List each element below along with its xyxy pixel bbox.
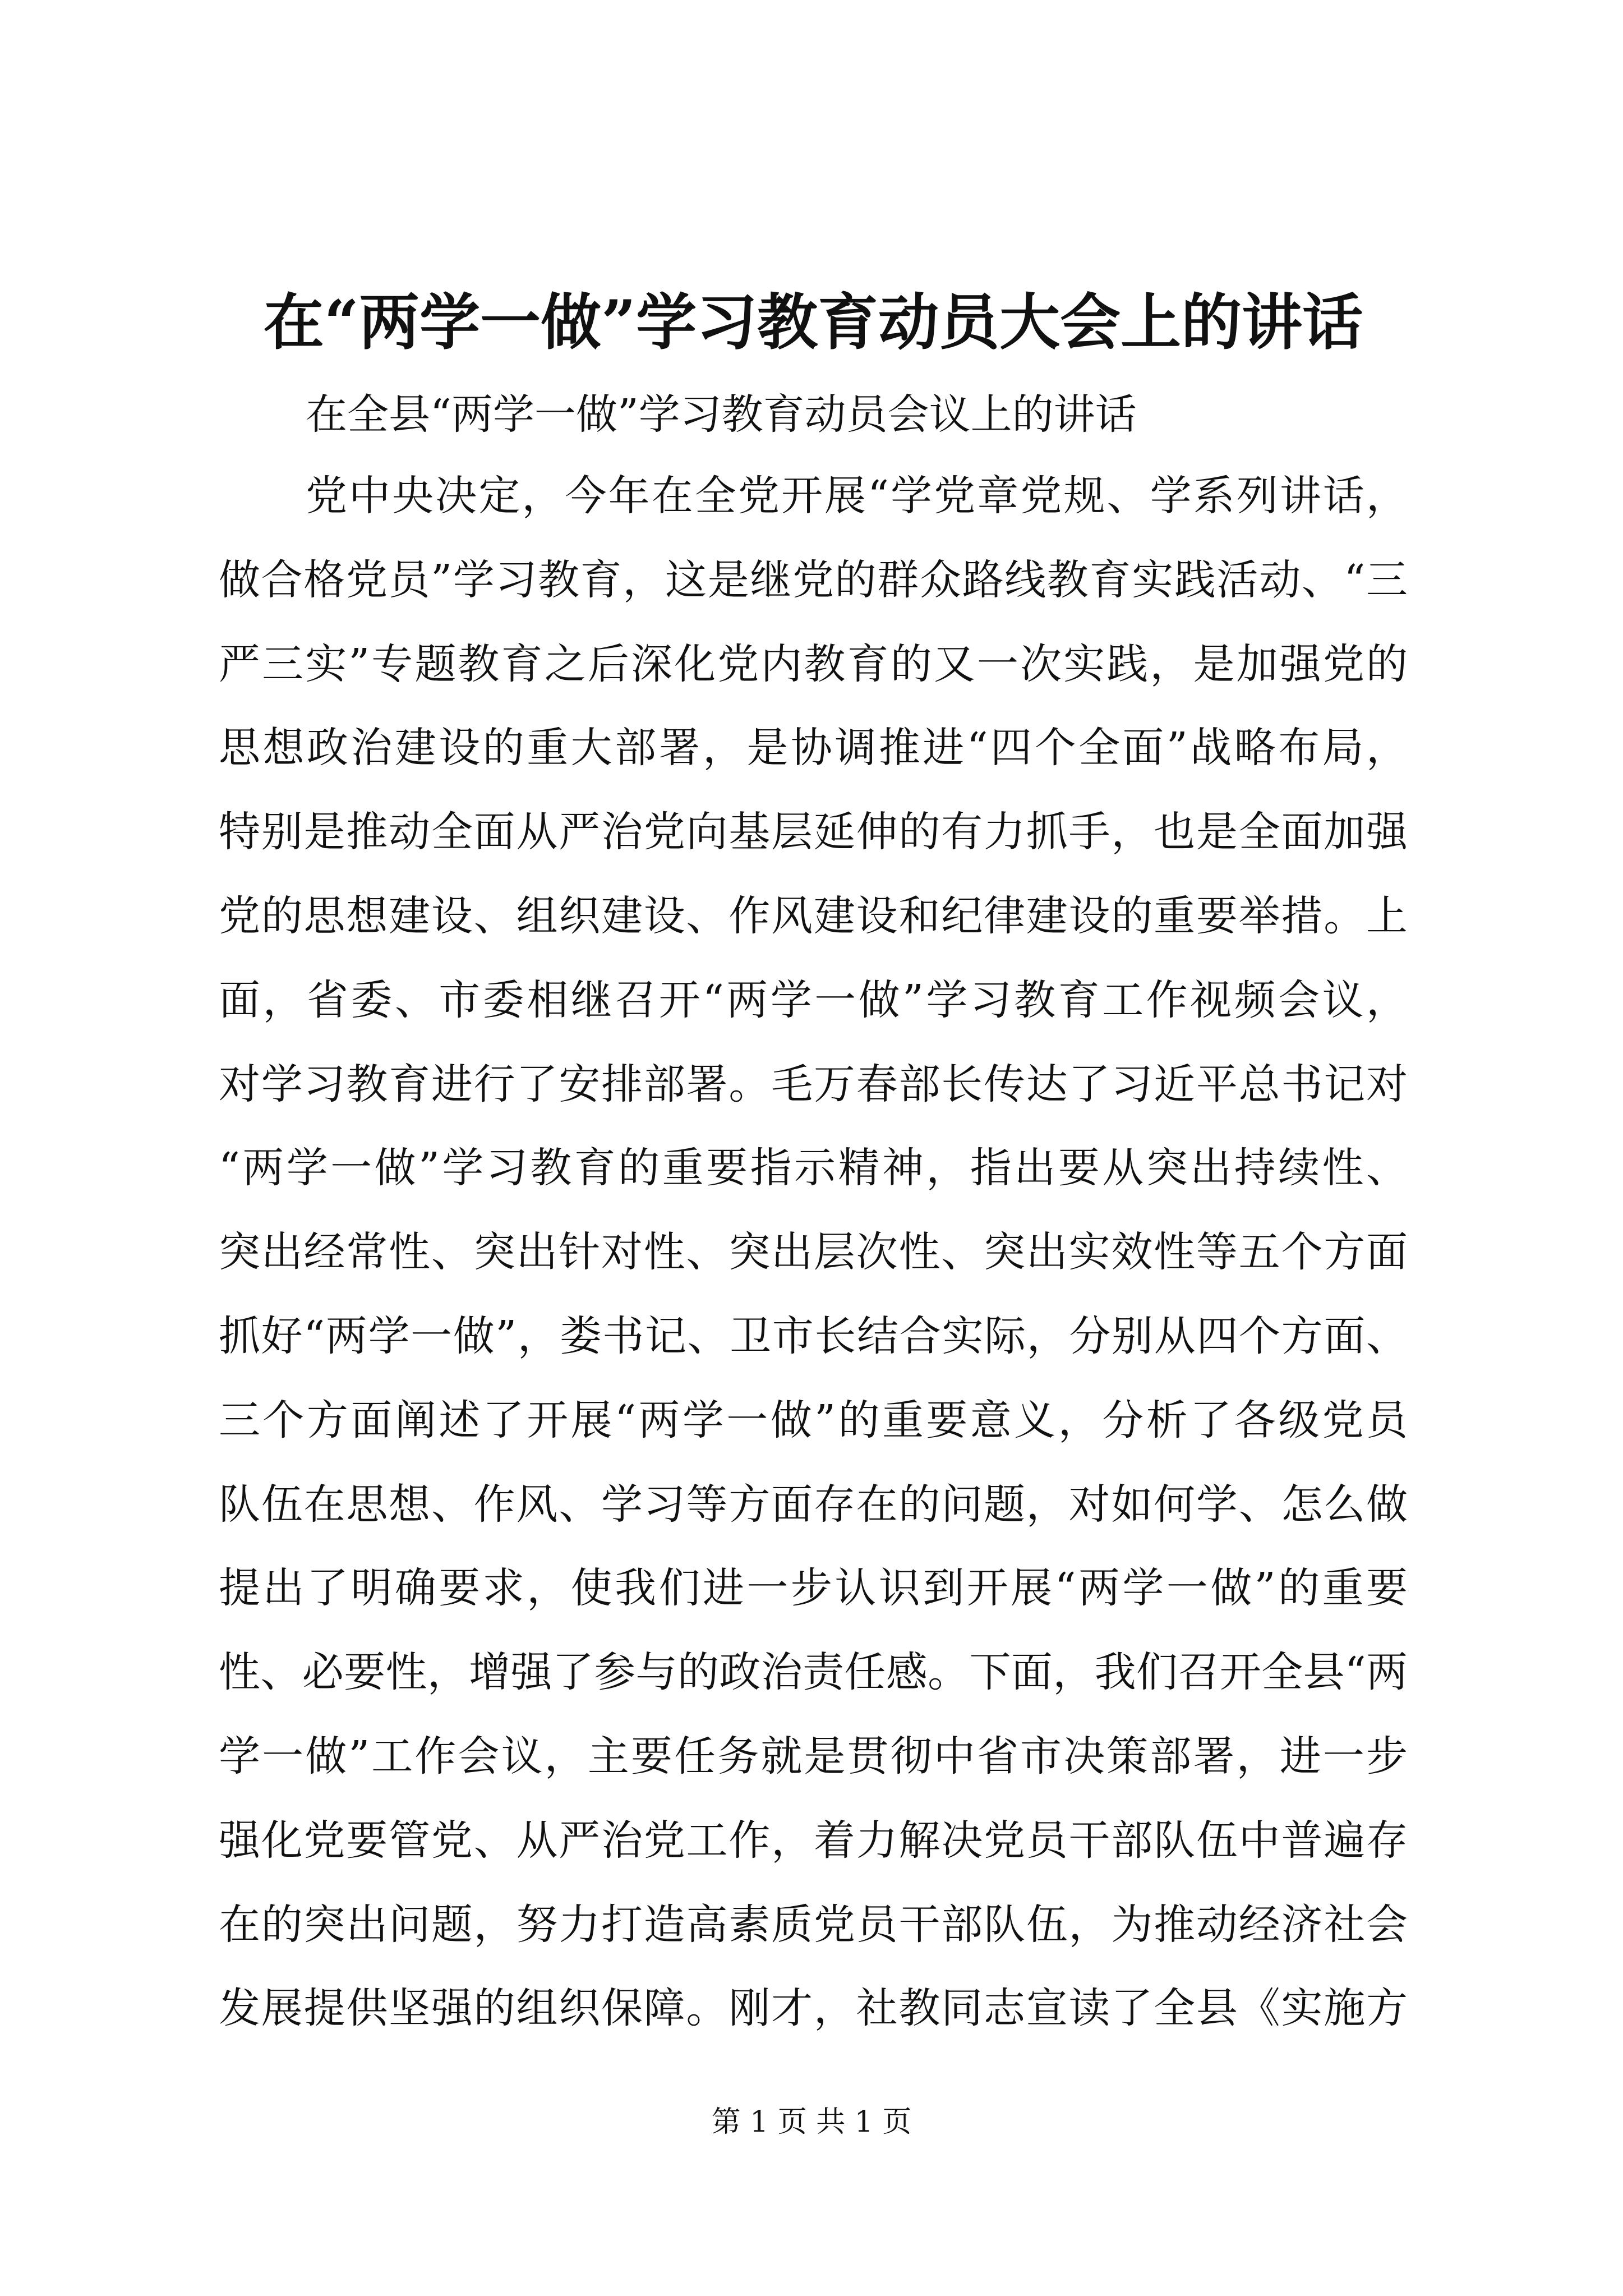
body-line: 三个方面阐述了开展“两学一做”的重要意义，分析了各级党员	[219, 1396, 1408, 1444]
body-line: 党中央决定，今年在全党开展“学党章党规、学系列讲话，	[306, 472, 1408, 520]
body-line: 提出了明确要求，使我们进一步认识到开展“两学一做”的重要	[219, 1564, 1408, 1613]
body-line: 强化党要管党、从严治党工作，着力解决党员干部队伍中普遍存	[219, 1816, 1408, 1865]
body-line: 做合格党员”学习教育，这是继党的群众路线教育实践活动、“三	[219, 555, 1408, 604]
body-line: 思想政治建设的重大部署，是协调推进“四个全面”战略布局，	[219, 724, 1408, 772]
body-line: 发展提供坚强的组织保障。刚才，社教同志宣读了全县《实施方	[219, 1984, 1408, 2033]
body-line: 队伍在思想、作风、学习等方面存在的问题，对如何学、怎么做	[219, 1480, 1408, 1529]
body-line: 性、必要性，增强了参与的政治责任感。下面，我们召开全县“两	[219, 1648, 1408, 1697]
body-line: 抓好“两学一做”，娄书记、卫市长结合实际，分别从四个方面、	[219, 1312, 1408, 1360]
body-line: 在的突出问题，努力打造高素质党员干部队伍，为推动经济社会	[219, 1900, 1408, 1949]
document-title: 在“两学一做”学习教育动员大会上的讲话	[263, 287, 1363, 358]
body-line: 严三实”专题教育之后深化党内教育的又一次实践，是加强党的	[219, 639, 1408, 688]
body-line: 突出经常性、突出针对性、突出层次性、突出实效性等五个方面	[219, 1228, 1408, 1277]
body-line: 特别是推动全面从严治党向基层延伸的有力抓手，也是全面加强	[219, 808, 1408, 857]
body-line: 党的思想建设、组织建设、作风建设和纪律建设的重要举措。上	[219, 891, 1408, 940]
body-line: 面，省委、市委相继召开“两学一做”学习教育工作视频会议，	[219, 976, 1408, 1024]
body-paragraph	[219, 465, 1408, 2062]
body-line: 学一做”工作会议，主要任务就是贯彻中省市决策部署，进一步	[219, 1732, 1408, 1780]
document-subtitle: 在全县“两学一做”学习教育动员会议上的讲话	[306, 390, 1137, 439]
page-number-footer: 第 1 页 共 1 页	[711, 2105, 912, 2139]
body-line: “两学一做”学习教育的重要指示精神，指出要从突出持续性、	[219, 1144, 1408, 1193]
body-line: 对学习教育进行了安排部署。毛万春部长传达了习近平总书记对	[219, 1060, 1408, 1108]
